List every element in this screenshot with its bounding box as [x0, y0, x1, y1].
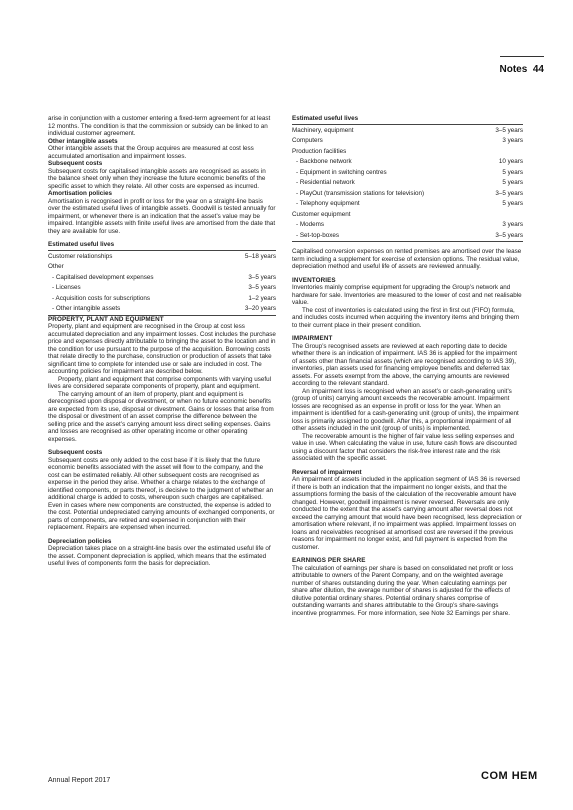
table-row [292, 210, 523, 221]
subsequent-costs-ppe-heading: Subsequent costs [48, 449, 103, 456]
impairment-paragraph-3: The recoverable amount is the higher of fair value less selling expenses and value in use. When calculating the value in use, future cash flows are discounted using a discount factor that considers the risk-free interest rate and the risk associated with the specific asset. [292, 432, 517, 462]
reversal-text: An impairment of assets included in the application segment of IAS 36 is reversed if there is both an indication that the impairment no longer exists, and that the assumptions forming the basis of the calculation of the recoverable amount have changed. However, goodwill impairment is never reversed. Reversals are only conducted to the extent that the asset’s carrying amount after reversal does not exceed the carrying amount that would have been recognised, less depreciation or amortisation where relevant, if no impairment was applied. Impairment losses on loans and receivables recognised at amortised cost are reversed if the previous reasons for impairment no longer exist, and full payment is expected from the customer. [292, 476, 522, 551]
row-label: - Backbone network [296, 158, 352, 165]
row-label: - Equipment in switching centres [296, 168, 387, 176]
depreciation-text: Depreciation takes place on a straight-line basis over the estimated useful life of the asset. Component depreciation is applied, which means that the estimated useful lives of components form the basis for depreciation. [48, 545, 271, 567]
row-value [483, 210, 523, 221]
row-label: Customer relationships [48, 252, 113, 260]
intangible-lives-table [48, 252, 276, 316]
row-value: 3–5 years [248, 284, 276, 291]
impairment-heading: IMPAIRMENT [292, 335, 333, 342]
table-row [48, 294, 276, 305]
conversion-text: Capitalised conversion expenses on rented premises are amortised over the lease term including a supplement for exercise of extension options. The residual value, depreciation method and useful life of assets are reviewed annually. [292, 248, 522, 270]
amortisation-text: Amortisation is recognised in profit or loss for the year on a straight-line basis over the estimated useful lives of intangible assets. Goodwill is tested annually for impairment, or whenever there is an indication that the asset’s value may be impaired. Intangible assets with finite useful lives are amortised from the date that they are available for use. [48, 197, 276, 235]
row-value: 3 years [502, 137, 523, 144]
table-row [292, 147, 523, 158]
row-label: Machinery, equipment [292, 126, 354, 134]
table-row [48, 304, 276, 315]
table-row [292, 199, 523, 210]
header-title: Notes [499, 64, 528, 75]
row-value: 3–20 years [224, 304, 276, 315]
row-value [483, 147, 523, 158]
eps-heading: EARNINGS PER SHARE [292, 557, 366, 564]
table-row [48, 252, 276, 263]
ppe-heading: PROPERTY, PLANT AND EQUIPMENT [48, 315, 164, 323]
row-value: 3 years [502, 221, 523, 228]
impairment-paragraph-2: An impairment loss is recognised when an asset’s or cash-generating unit’s (group of units) carrying amount exceeds the recoverable amount. Impairment losses are recognised as an expense in profit or loss for the year. When an impairment is identified for a cash-generating unit (group of units), the impairment loss is primarily assigned to goodwill. After this, a proportional impairment of all other assets included in the unit (group of units) is implemented. [292, 387, 519, 432]
inventories-heading: INVENTORIES [292, 276, 336, 284]
row-value: 5 years [502, 179, 523, 186]
row-value: 3–5 years [495, 126, 523, 134]
row-label: Production facilities [292, 147, 347, 155]
subsequent-costs-ppe-text: Subsequent costs are only added to the cost base if it is likely that the future economic benefits associated with the asset will flow to the company, and the cost can be estimated reliably. All other subsequent costs are recognised as expense in the period they arise. Whether a charge relates to the exchange of identified components, or parts thereof, is decisive to the judgment of whether an additional charge is added to costs, whereupon such charges are capitalised. Even in cases where new components are constructed, the expense is added to the cost. Potential undepreciated carrying amounts of exchanged components, or parts of components, are retired and expensed in conjunction with their replacement. Repairs are expensed when incurred. [48, 456, 275, 531]
row-label: Other [48, 263, 64, 270]
row-value: 3–5 years [495, 189, 523, 197]
footer-report-label: Annual Report 2017 [48, 777, 111, 784]
other-intangible-heading: Other intangible assets [48, 137, 118, 145]
inventories-paragraph-1: Inventories mainly comprise equipment for upgrading the Group’s network and hardware for sale. Inventories are measured to the lower of cost and net realisable value. [292, 284, 522, 306]
table-row [48, 273, 276, 284]
table-row [292, 168, 523, 179]
row-value: 3–5 years [483, 231, 523, 242]
row-label: - Licenses [52, 284, 81, 291]
inventories-paragraph-2: The cost of inventories is calculated using the first in first out (FIFO) formula, and includes costs incurred when acquiring the inventory items and bringing them to their current place in their present condition. [292, 306, 520, 329]
table-row [48, 283, 276, 294]
ppe-paragraph-2: Property, plant and equipment that comprise components with varying useful lives are considered separate components of property, plant and equipment. [48, 375, 272, 390]
table-row [292, 126, 523, 137]
subsequent-costs-heading: Subsequent costs [48, 160, 103, 167]
row-label: - Modems [296, 221, 324, 228]
eps-text: The calculation of earnings per share is based on consolidated net profit or loss attributable to owners of the Parent Company, and on the weighted average number of shares outstanding during the year. When calculating earnings per share after dilution, the average number of shares is adjusted for the effects of dilutive potential ordinary shares. Potential ordinary shares comprise of outstanding warrants and shares attributable to the Group’s share-savings incentive programmes. For more information, see Note 32 Earnings per share. [292, 564, 514, 617]
row-label: Customer equipment [292, 210, 351, 218]
row-label: - Acquisition costs for subscriptions [52, 294, 150, 302]
table-row [292, 157, 523, 168]
intangible-lives-heading: Estimated useful lives [48, 241, 276, 251]
row-value: 5–18 years [244, 252, 276, 260]
left-column [48, 115, 276, 568]
intro-paragraph: arise in conjunction with a customer entering a fixed-term agreement for at least 12 months. The condition is that the commission or subsidy can be linked to an individual customer agreement. [48, 115, 271, 137]
row-label: - PlayOut (transmission stations for television) [296, 189, 425, 197]
row-label: - Telephony equipment [296, 200, 360, 207]
ppe-paragraph-3: The carrying amount of an item of property, plant and equipment is derecognised upon disposal or divestment, or when no future economic benefits are expected from its use, disposal or divestment. Gains or losses that arise from the disposal or divestment of an asset comprise the difference between the selling price and the asset’s carrying amount less direct selling expenses. Gains and losses are recognised as other operating income or other operating expenses. [48, 390, 274, 443]
page-number: 44 [532, 64, 544, 75]
row-label: - Capitalised development expenses [52, 273, 154, 281]
row-label: Computers [292, 137, 323, 144]
row-value: 3–5 years [248, 273, 276, 281]
table-row [292, 136, 523, 147]
row-value: 5 years [502, 168, 523, 176]
impairment-paragraph-1: The Group’s recognised assets are reviewed at each reporting date to decide whether there is an indication of impairment. IAS 36 is applied for the impairment of assets other than financial assets (which are recognised according to IAS 39), inventories, plan assets used for financing employee benefits and deferred tax assets. For assets exempt from the above, the carrying amounts are reviewed according to the relevant standard. [292, 342, 518, 387]
amortisation-heading: Amortisation policies [48, 190, 113, 197]
row-value: 1–2 years [248, 294, 276, 302]
row-value: 5 years [502, 200, 523, 207]
table-row [292, 178, 523, 189]
subsequent-costs-text: Subsequent costs for capitalised intangible assets are recognised as assets in the balance sheet only when they increase the future economic benefits of the specific asset to which they relate. All other costs are expensed as incurred. [48, 167, 266, 190]
page-header [500, 64, 544, 75]
ppe-paragraph-1: Property, plant and equipment are recognised in the Group at cost less accumulated depreciation and any impairment losses. Cost includes the purchase price and expenses directly attributable to bringing the asset to the location and in the condition for use pursuant to the purpose of the acquisition. Borrowing costs that relate directly to the purchase, construction or production of assets that take significant time to complete for intended use or sale are included in cost. The accounting policies for impairment are described below. [48, 323, 276, 375]
table-row [292, 189, 523, 200]
table-row [292, 231, 523, 242]
row-value [224, 262, 276, 273]
right-column [292, 115, 523, 617]
ppe-lives-table [292, 126, 523, 243]
other-intangible-text: Other intangible assets that the Group acquires are measured at cost less accumulated amortisation and impairment losses. [48, 145, 254, 160]
row-label: - Set-top-boxes [292, 231, 483, 242]
row-label: - Residential network [296, 179, 355, 186]
ppe-lives-heading: Estimated useful lives [292, 115, 523, 125]
depreciation-heading: Depreciation policies [48, 537, 112, 545]
header-rule [500, 56, 544, 57]
table-row [48, 262, 276, 273]
table-row [292, 220, 523, 231]
reversal-heading: Reversal of impairment [292, 468, 362, 476]
row-label: - Other intangible assets [48, 304, 224, 315]
company-logo: COM HEM [481, 770, 538, 782]
row-value: 10 years [498, 158, 523, 165]
